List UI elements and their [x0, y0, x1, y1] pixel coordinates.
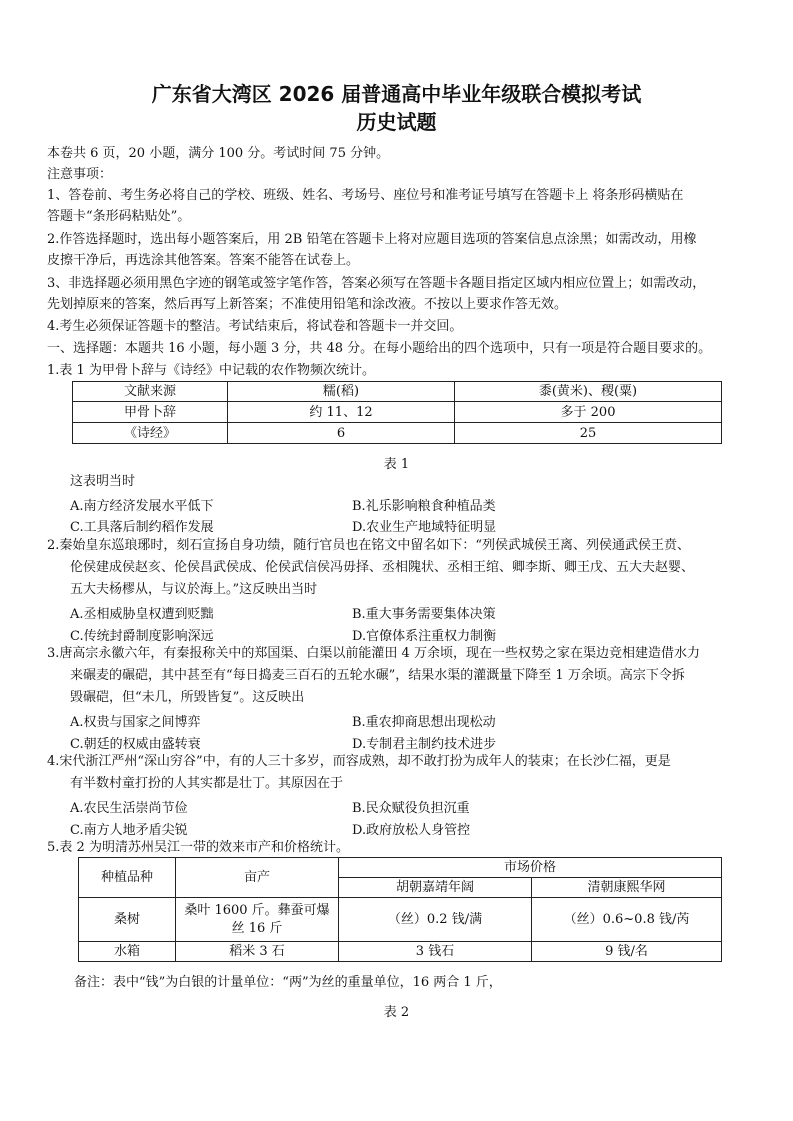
table-cell: 甲骨卜辞: [73, 402, 228, 423]
table-header: 清朝康熙华网: [532, 878, 722, 898]
question-2-stem: 伦侯建成侯赵亥、伦侯昌武侯成、伦侯武信侯冯毋择、丞相隗状、丞相王绾、卿李斯、卿王戊、五大夫赵婴、: [70, 560, 695, 575]
table-header: 糯(稻): [228, 382, 455, 402]
section-heading: 一、选择题：本题共 16 小题，每小题 3 分，共 48 分。在每小题给出的四个选项中，只有一项是符合题目要求的。: [47, 341, 712, 356]
intro-text: 本卷共 6 页，20 小题，满分 100 分。考试时间 75 分钟。: [47, 146, 390, 161]
table-2-note: 备注：表中“钱”为白银的计量单位：“两”为丝的重量单位，16 两合 1 斤，: [74, 975, 502, 990]
option-d[interactable]: D.专制君主制约技术进步: [352, 737, 497, 752]
question-4-stem: 有半数村童打扮的人其实都是壮丁。其原因在于: [70, 776, 344, 791]
table-header: 文献来源: [73, 382, 228, 402]
table-cell: 水箱: [79, 942, 176, 962]
question-2-stem: 2.秦始皇东巡琅琊时，刻石宣扬自身功绩，随行官员也在铭文中留名如下：“列侯武城侯王离、列侯通武侯王贲、: [47, 538, 691, 553]
notice-line: 答题卡“条形码粘贴处”。: [47, 209, 191, 224]
table-header: 市场价格: [339, 858, 722, 878]
option-d[interactable]: D.政府放松人身管控: [352, 823, 471, 838]
exam-subtitle: 历史试题: [356, 110, 437, 134]
table-cell: 9 钱/名: [532, 942, 722, 962]
table-2-caption: 表 2: [383, 1005, 410, 1020]
question-1-lead: 这表明当时: [70, 474, 136, 489]
exam-title: 广东省大湾区 2026 届普通高中毕业年级联合模拟考试: [151, 82, 642, 106]
notice-line: 3、非选择题必须用黑色字迹的钢笔或签字笔作答，答案必须写在答题卡各题目指定区域内相应位置上；如需改动，: [47, 276, 706, 291]
notice-heading: 注意事项：: [47, 167, 113, 182]
table-cell: 桑树: [79, 898, 176, 942]
table-header: 黍(黄米)、稷(粟): [455, 382, 722, 402]
table-cell: （丝）0.2 钱/满: [339, 898, 532, 942]
option-d[interactable]: D.官僚体系注重权力制衡: [352, 629, 497, 644]
table-1-caption: 表 1: [383, 457, 410, 472]
table-1: [72, 381, 722, 444]
question-3-stem: 来碾麦的碾硙，其中甚至有“每日捣麦三百石的五轮水碾”，结果水渠的灌溉量下降至 1 万余顷。高宗下令拆: [70, 668, 685, 683]
table-cell: 《诗经》: [73, 423, 228, 444]
question-4-stem: 4.宋代浙江严州“深山穷谷”中，有的人三十多岁，而容成熟，却不敢打扮为成年人的装束；在长沙仁福，更是: [47, 754, 671, 769]
question-3-stem: 毁碾硙，但“未几，所毁皆复”。这反映出: [70, 690, 305, 705]
table-cell: 6: [228, 423, 455, 444]
question-2-stem: 五大夫杨樛从，与议於海上。”这反映出当时: [70, 582, 318, 597]
table-cell: 约 11、12: [228, 402, 455, 423]
option-c[interactable]: C.传统封爵制度影响深远: [70, 629, 214, 644]
option-c[interactable]: C.朝廷的权威由盛转衰: [70, 737, 201, 752]
option-b[interactable]: B.重农抑商思想出现松动: [352, 715, 496, 730]
option-a[interactable]: A.农民生活崇尚节俭: [70, 801, 188, 816]
option-a[interactable]: A.权贵与国家之间博弈: [70, 715, 201, 730]
option-d[interactable]: D.农业生产地域特征明显: [352, 520, 497, 535]
notice-line: 皮擦干净后，再选涂其他答案。答案不能答在试卷上。: [47, 253, 360, 268]
notice-line: 4.考生必须保证答题卡的整洁。考试结束后，将试卷和答题卡一并交回。: [47, 319, 463, 334]
table-header: 种植品种: [79, 858, 176, 898]
option-b[interactable]: B.礼乐影响粮食种植品类: [352, 499, 496, 514]
notice-line: 1、答卷前、考生务必将自己的学校、班级、姓名、考场号、座位号和准考证号填写在答题卡上 将条形码横贴在: [47, 188, 684, 203]
option-c[interactable]: C.工具落后制约稻作发展: [70, 520, 214, 535]
table-2: [78, 857, 722, 962]
option-b[interactable]: B.重大事务需要集体决策: [352, 607, 496, 622]
table-header: 胡朝嘉靖年阔: [339, 878, 532, 898]
question-1-stem: 1.表 1 为甲骨卜辞与《诗经》中记载的农作物频次统计。: [47, 363, 375, 378]
table-header: 亩产: [176, 858, 339, 898]
question-3-stem: 3.唐高宗永徽六年，有秦报称关中的郑国渠、白渠以前能灌田 4 万余顷，现在一些权势之家在渠边竞相建造借水力: [47, 646, 700, 661]
table-cell: 多于 200: [455, 402, 722, 423]
question-5-stem: 5.表 2 为明清苏州吴江一带的效来市产和价格统计。: [47, 840, 349, 855]
option-a[interactable]: A.南方经济发展水平低下: [70, 499, 214, 514]
table-cell: 桑叶 1600 斤。彝蚕可爆丝 16 斤: [176, 898, 339, 942]
table-cell: （丝）0.6~0.8 钱/芮: [532, 898, 722, 942]
option-a[interactable]: A.丞相威胁皇权遭到贬黜: [70, 607, 214, 622]
option-c[interactable]: C.南方人地矛盾尖锐: [70, 823, 188, 838]
notice-line: 先划掉原来的答案，然后再写上新答案；不准使用铅笔和涂改液。不按以上要求作答无效。: [47, 297, 568, 312]
table-cell: 稻米 3 石: [176, 942, 339, 962]
option-b[interactable]: B.民众赋役负担沉重: [352, 801, 470, 816]
notice-line: 2.作答选择题时，选出每小题答案后，用 2B 铅笔在答题卡上将对应题目选项的答案信息点涂黑；如需改动，用橡: [47, 232, 697, 247]
table-cell: 25: [455, 423, 722, 444]
table-cell: 3 钱石: [339, 942, 532, 962]
